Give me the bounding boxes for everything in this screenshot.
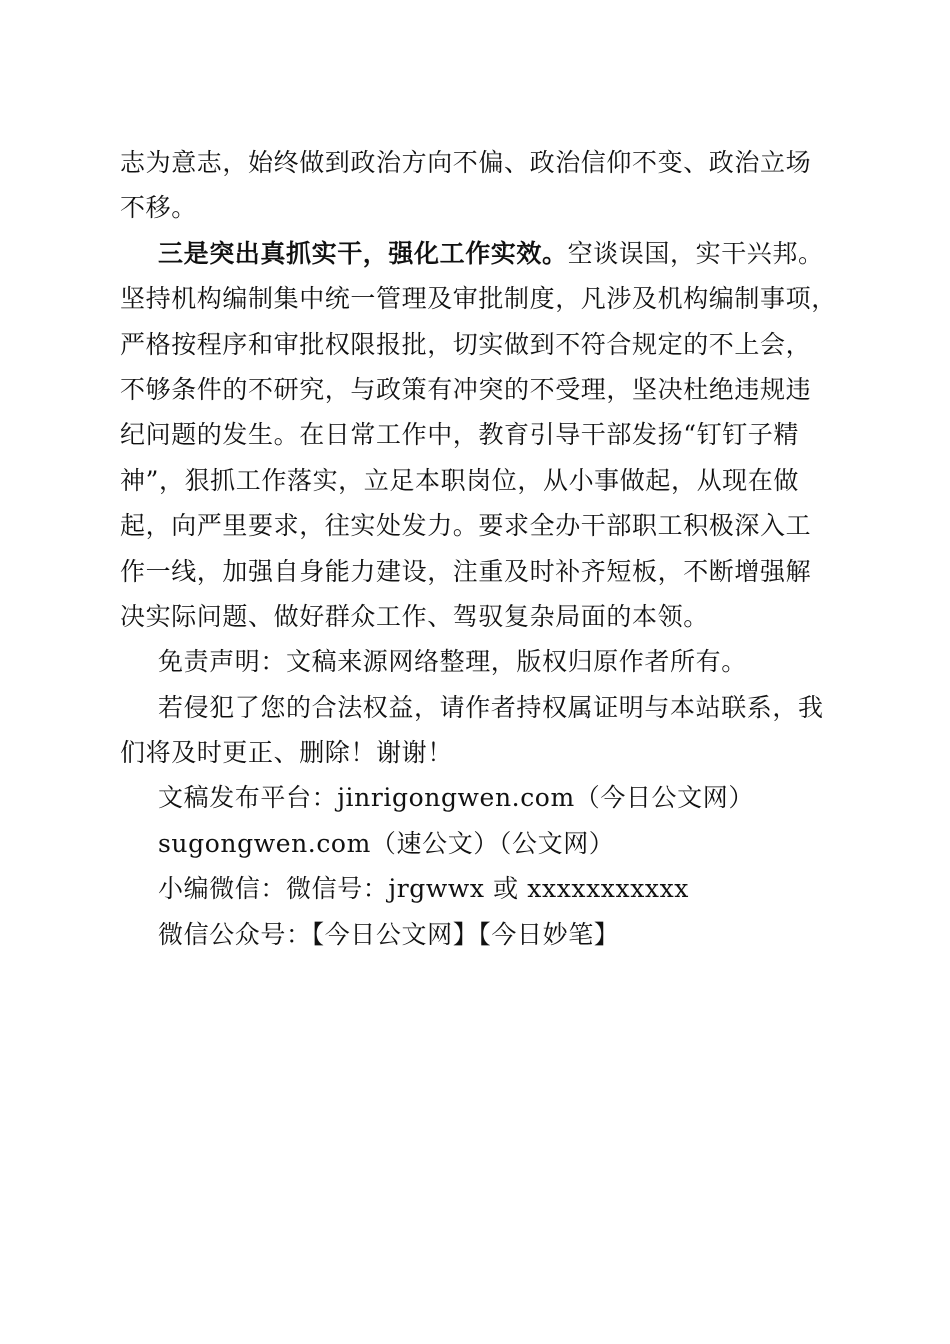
platform-line-2: sugongwen.com（速公文）（公文网） [158, 828, 615, 858]
para2-line-2: 坚持机构编制集中统一管理及审批制度，凡涉及机构编制事项， [120, 284, 837, 314]
wechat-line: 小编微信：微信号：jrgwwx 或 xxxxxxxxxxx [158, 874, 689, 904]
para2-heading: 三是突出真抓实干，强化工作实效。 [158, 238, 568, 268]
para1-line-2: 不移。 [120, 193, 197, 223]
para2-line-6: 神”，狠抓工作落实，立足本职岗位，从小事做起，从现在做 [120, 465, 799, 495]
official-account-line: 微信公众号：【今日公文网】【今日妙笔】 [158, 919, 620, 949]
para2-line-5: 纪问题的发生。在日常工作中，教育引导干部发扬“钉钉子精 [120, 420, 799, 450]
para2-first-line-rest: 空谈误国，实干兴邦。 [567, 238, 824, 268]
para2-line-4: 不够条件的不研究，与政策有冲突的不受理，坚决杜绝违规违 [120, 374, 812, 404]
document-body [120, 140, 837, 957]
para2-line-1 [120, 231, 830, 276]
platform-line-1: 文稿发布平台：jinrigongwen.com（今日公文网） [158, 783, 754, 813]
para2-line-9: 决实际问题、做好群众工作、驾驭复杂局面的本领。 [120, 601, 709, 631]
infringement-line-1: 若侵犯了您的合法权益，请作者持权属证明与本站联系，我 [158, 692, 824, 722]
para1-line-1: 志为意志，始终做到政治方向不偏、政治信仰不变、政治立场 [120, 148, 812, 177]
para2-line-8: 作一线，加强自身能力建设，注重及时补齐短板，不断增强解 [120, 556, 812, 586]
para2-line-7: 起，向严里要求，往实处发力。要求全办干部职工积极深入工 [120, 511, 812, 541]
infringement-line-2: 们将及时更正、删除！谢谢！ [120, 738, 453, 768]
para2-line-3: 严格按程序和审批权限报批，切实做到不符合规定的不上会， [120, 329, 812, 359]
disclaimer: 免责声明：文稿来源网络整理，版权归原作者所有。 [158, 647, 747, 677]
